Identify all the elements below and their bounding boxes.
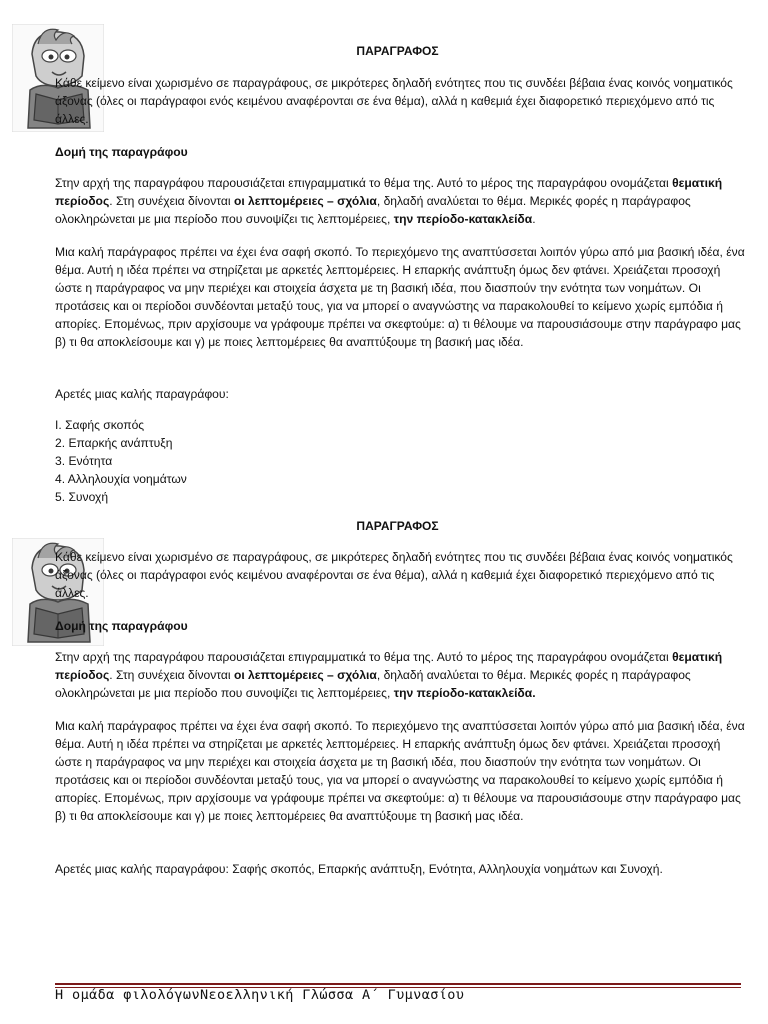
term-details: οι λεπτομέρειες – σχόλια	[233, 194, 377, 208]
good-paragraph-text: Μια καλή παράγραφος πρέπει να έχει ένα σαφή σκοπό. Το περιεχόμενο της αναπτύσσεται λοιπόν γύρω από μια βασική ιδέα, ένα θέμα. Αυτή η ιδέα πρέπει να στηρίζεται με αρκετές λεπτομέρειες. Η επαρκής ανάπτυξη όμως δεν φτάνει. Χρειάζεται προσοχή ώστε η παράγραφος να μην περιέχει και στοιχεία άσχετα με τη βασική ιδέα, που διασπούν την ενότητα των νοημάτων. Οι προτάσεις και οι περίοδοι συνδέονται μεταξύ τους, για να μπορεί ο αναγνώστης να παρακολουθεί το κείμενο χωρίς εμπόδια ή απορίες. Επομένως, πριν αρχίσουμε να γράφουμε πρέπει να σκεφτούμε: α) τι θέλουμε να παρουσιάσουμε στην παράγραφο μας β) τι θα αποκλείσουμε και γ) με ποιες λεπτομέρειες θα αναπτύξουμε τη βασική μας ιδέα.	[55, 245, 745, 349]
good-paragraph-text-repeat: Μια καλή παράγραφος πρέπει να έχει ένα σαφή σκοπό. Το περιεχόμενο της αναπτύσσεται λοιπόν γύρω από μια βασική ιδέα, ένα θέμα. Αυτή η ιδέα πρέπει να στηρίζεται με αρκετές λεπτομέρειες. Η επαρκής ανάπτυξη όμως δεν φτάνει. Χρειάζεται προσοχή ώστε η παράγραφος να μην περιέχει και στοιχεία άσχετα με τη βασική ιδέα, που διασπούν την ενότητα των νοημάτων. Οι προτάσεις και οι περίοδοι συνδέονται μεταξύ τους, για να μπορεί ο αναγνώστης να παρακολουθεί το κείμενο χωρίς εμπόδια ή απορίες. Επομένως, πριν αρχίσουμε να γράφουμε πρέπει να σκεφτούμε: α) τι θέλουμε να παρουσιάσουμε στην παράγραφο μας β) τι θα αποκλείσουμε και γ) με ποιες λεπτομέρειες θα αναπτύξουμε τη βασική μας ιδέα.	[55, 719, 745, 823]
page-title-repeat: ΠΑΡΑΓΡΑΦΟΣ	[356, 519, 439, 533]
list-item: 5. Συνοχή	[55, 490, 109, 504]
footer-divider	[55, 983, 741, 985]
term-closing: την περίοδο-κατακλείδα	[393, 212, 533, 226]
virtues-heading: Αρετές μιας καλής παραγράφου:	[55, 387, 229, 401]
page-footer: Η ομάδα φιλολόγωνΝεοελληνική Γλώσσα Α΄ Γυμνασίου	[55, 987, 465, 1003]
section-heading: Δομή της παραγράφου	[55, 145, 188, 159]
list-item: 4. Αλληλουχία νοημάτων	[55, 472, 187, 486]
intro-paragraph-repeat: Κάθε κείμενο είναι χωρισμένο σε παραγράφους, σε μικρότερες δηλαδή ενότητες που τις συνδέει βέβαια ένας κοινός νοηματικός άξονας (όλες οι παράγραφοι ενός κειμένου αναφέρονται σε ένα θέμα), αλλά η καθεμιά έχει διαφορετικό περιεχόμενο από τις άλλες.	[55, 550, 733, 600]
virtues-inline: Αρετές μιας καλής παραγράφου: Σαφής σκοπός, Επαρκής ανάπτυξη, Ενότητα, Αλληλουχία νοημάτων και Συνοχή.	[55, 862, 663, 876]
term-closing: την περίοδο-κατακλείδα.	[393, 686, 536, 700]
term-details: οι λεπτομέρειες – σχόλια	[233, 668, 377, 682]
virtues-list	[55, 416, 745, 506]
structure-paragraph-repeat: Στην αρχή της παραγράφου παρουσιάζεται επιγραμματικά το θέμα της. Αυτό το μέρος της παραγράφου ονομάζεται θεματική περίοδος. Στη συνέχεια δίνονται οι λεπτομέρειες – σχόλια, δηλαδή αναλύεται το θέμα. Μερικές φορές η παράγραφος ολοκληρώνεται με μια περίοδο που συνοψίζει τις λεπτομέρειες, την περίοδο-κατακλείδα.	[55, 650, 723, 700]
section-heading-repeat: Δομή της παραγράφου	[55, 619, 188, 633]
term-thematic: θεματική περίοδος	[55, 650, 723, 682]
list-item: 2. Επαρκής ανάπτυξη	[55, 436, 173, 450]
list-item: I. Σαφής σκοπός	[55, 418, 145, 432]
intro-paragraph: Κάθε κείμενο είναι χωρισμένο σε παραγράφους, σε μικρότερες δηλαδή ενότητες που τις συνδέει βέβαια ένας κοινός νοηματικός άξονας (όλες οι παράγραφοι ενός κειμένου αναφέρονται σε ένα θέμα), αλλά η καθεμιά έχει διαφορετικό περιεχόμενο από τις άλλες.	[55, 76, 733, 126]
page-title: ΠΑΡΑΓΡΑΦΟΣ	[356, 44, 439, 58]
structure-paragraph: Στην αρχή της παραγράφου παρουσιάζεται επιγραμματικά το θέμα της. Αυτό το μέρος της παραγράφου ονομάζεται θεματική περίοδος. Στη συνέχεια δίνονται οι λεπτομέρειες – σχόλια, δηλαδή αναλύεται το θέμα. Μερικές φορές η παράγραφος ολοκληρώνεται με μια περίοδο που συνοψίζει τις λεπτομέρειες, την περίοδο-κατακλείδα.	[55, 176, 723, 226]
term-thematic: θεματική περίοδος	[55, 176, 723, 208]
list-item: 3. Ενότητα	[55, 454, 113, 468]
